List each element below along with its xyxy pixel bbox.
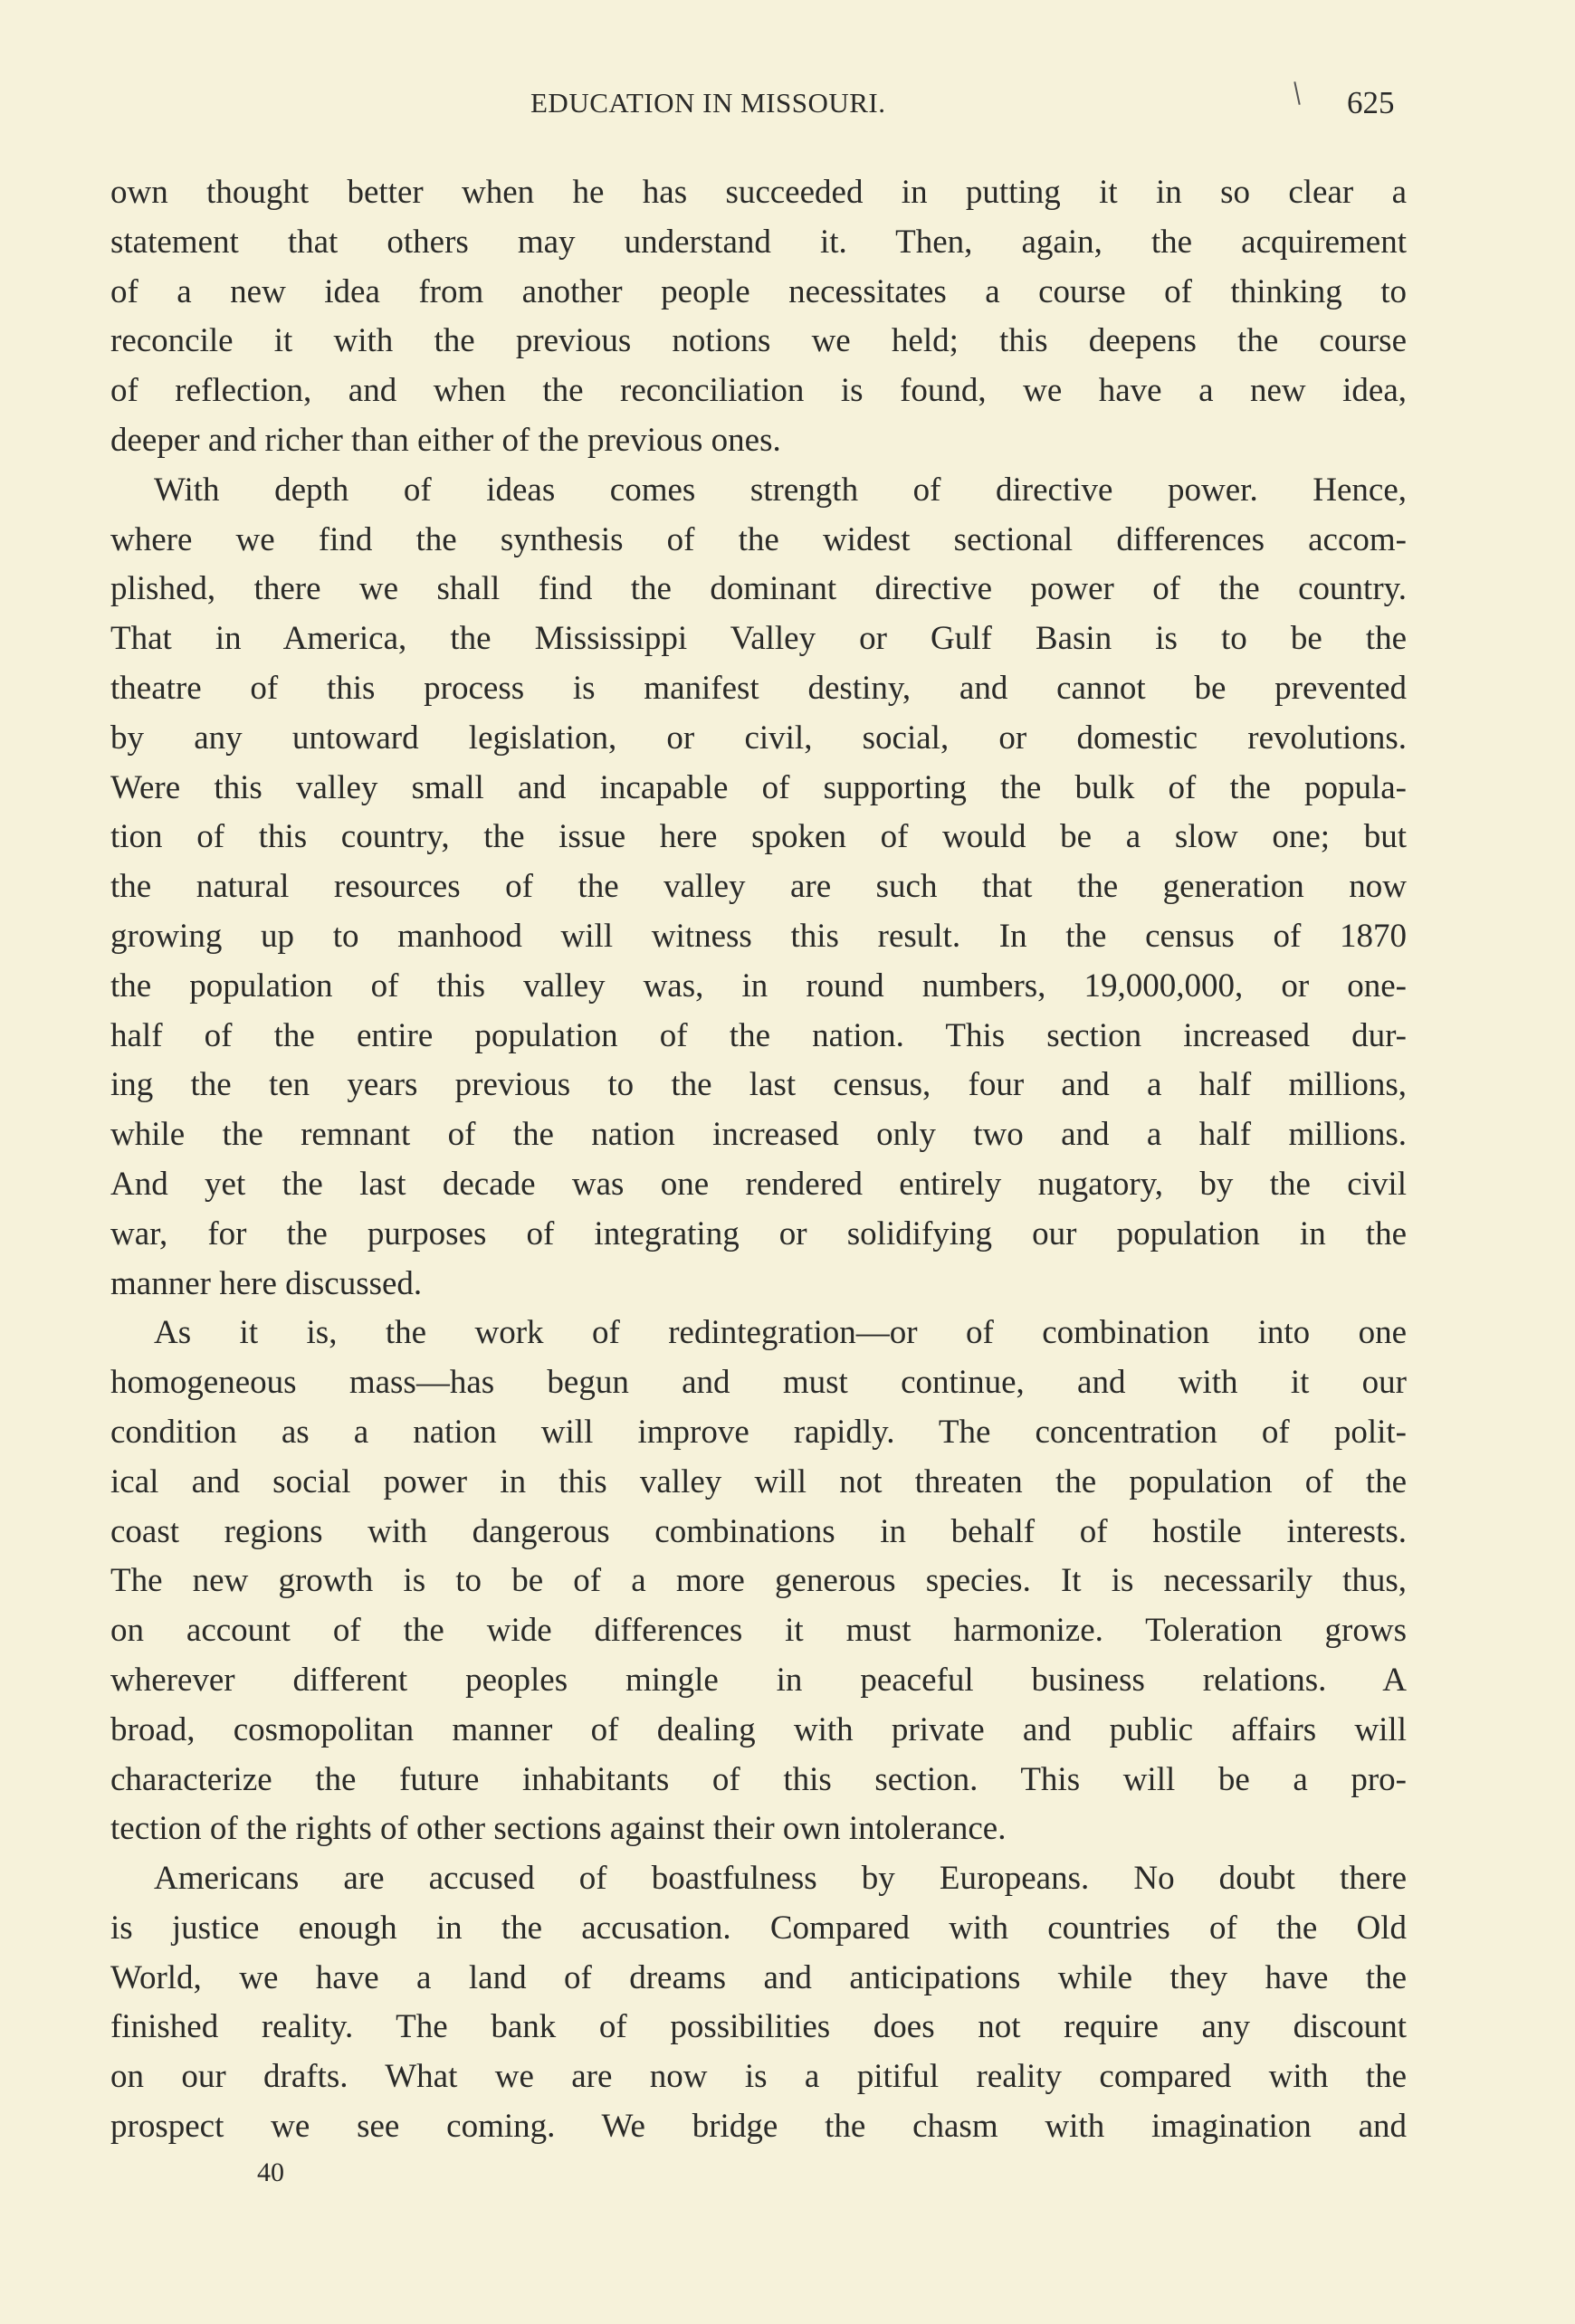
text-line: theatre of this process is manifest destiny, and cannot be prevented [110, 669, 1407, 707]
text-line: That in America, the Mississippi Valley or Gulf Basin is to be the [110, 620, 1407, 658]
pencil-mark [1293, 81, 1300, 105]
text-line: half of the entire population of the nation. This section increased dur- [110, 1016, 1407, 1054]
text-line: With depth of ideas comes strength of directive power. Hence, [154, 471, 1407, 509]
text-line: of a new idea from another people necessitates a course of thinking to [110, 272, 1407, 310]
paragraph [110, 466, 1407, 1310]
running-head [0, 87, 1575, 123]
signature-mark: 40 [257, 2157, 284, 2187]
text-line: is justice enough in the accusation. Compared with countries of the Old [110, 1909, 1407, 1947]
paragraph [110, 1309, 1407, 1854]
text-line: own thought better when he has succeeded in putting it in so clear a [110, 174, 1407, 211]
text-line: tection of the rights of other sections against their own intolerance. [110, 1810, 1007, 1848]
text-line: tion of this country, the issue here spoken of would be a slow one; but [110, 818, 1407, 856]
text-line: reconcile it with the previous notions we held; this deepens the course [110, 322, 1407, 360]
text-line: on account of the wide differences it must harmonize. Toleration grows [110, 1612, 1407, 1650]
text-line: ical and social power in this valley will not threaten the population of the [110, 1462, 1407, 1500]
text-line: where we find the synthesis of the widest sectional differences accom- [110, 520, 1407, 558]
text-line: Americans are accused of boastfulness by Europeans. No doubt there [154, 1860, 1407, 1898]
text-line: World, we have a land of dreams and anticipations while they have the [110, 1958, 1407, 1996]
text-line: And yet the last decade was one rendered entirely nugatory, by the civil [110, 1165, 1407, 1203]
text-line: plished, there we shall find the dominant directive power of the country. [110, 570, 1407, 608]
text-line: growing up to manhood will witness this result. In the census of 1870 [110, 917, 1407, 955]
text-line: finished reality. The bank of possibilities does not require any discount [110, 2008, 1407, 2046]
text-line: war, for the purposes of integrating or solidifying our population in the [110, 1214, 1407, 1252]
text-line: homogeneous mass—has begun and must continue, and with it our [110, 1364, 1407, 1402]
text-line: Were this valley small and incapable of supporting the bulk of the popula- [110, 768, 1407, 806]
paragraph [110, 168, 1407, 466]
text-line: The new growth is to be of a more generous species. It is necessarily thus, [110, 1562, 1407, 1600]
text-line: the population of this valley was, in round numbers, 19,000,000, or one- [110, 967, 1407, 1005]
text-line: characterize the future inhabitants of this section. This will be a pro- [110, 1760, 1407, 1798]
text-line: deeper and richer than either of the previous ones. [110, 421, 781, 459]
text-line: manner here discussed. [110, 1264, 423, 1302]
text-line: As it is, the work of redintegration—or of combination into one [154, 1314, 1407, 1352]
text-line: prospect we see coming. We bridge the chasm with imagination and [110, 2108, 1407, 2146]
text-line: broad, cosmopolitan manner of dealing with private and public affairs will [110, 1710, 1407, 1748]
paragraph [110, 1854, 1407, 2152]
text-line: by any untoward legislation, or civil, social, or domestic revolutions. [110, 719, 1407, 757]
text-line: while the remnant of the nation increased only two and a half millions. [110, 1116, 1407, 1154]
text-line: coast regions with dangerous combinations in behalf of hostile interests. [110, 1512, 1407, 1550]
text-line: on our drafts. What we are now is a pitiful reality compared with the [110, 2058, 1407, 2096]
running-head-title: EDUCATION IN MISSOURI. [530, 87, 886, 119]
text-line: statement that others may understand it. Then, again, the acquirement [110, 223, 1407, 261]
page-number: 625 [1347, 85, 1395, 120]
text-line: ing the ten years previous to the last census, four and a half millions, [110, 1066, 1407, 1104]
text-line: the natural resources of the valley are such that the generation now [110, 868, 1407, 906]
text-line: condition as a nation will improve rapidly. The concentration of polit- [110, 1413, 1407, 1451]
text-line: of reflection, and when the reconciliation is found, we have a new idea, [110, 372, 1407, 410]
body-text [110, 168, 1407, 2152]
text-line: wherever different peoples mingle in peaceful business relations. A [110, 1661, 1407, 1699]
